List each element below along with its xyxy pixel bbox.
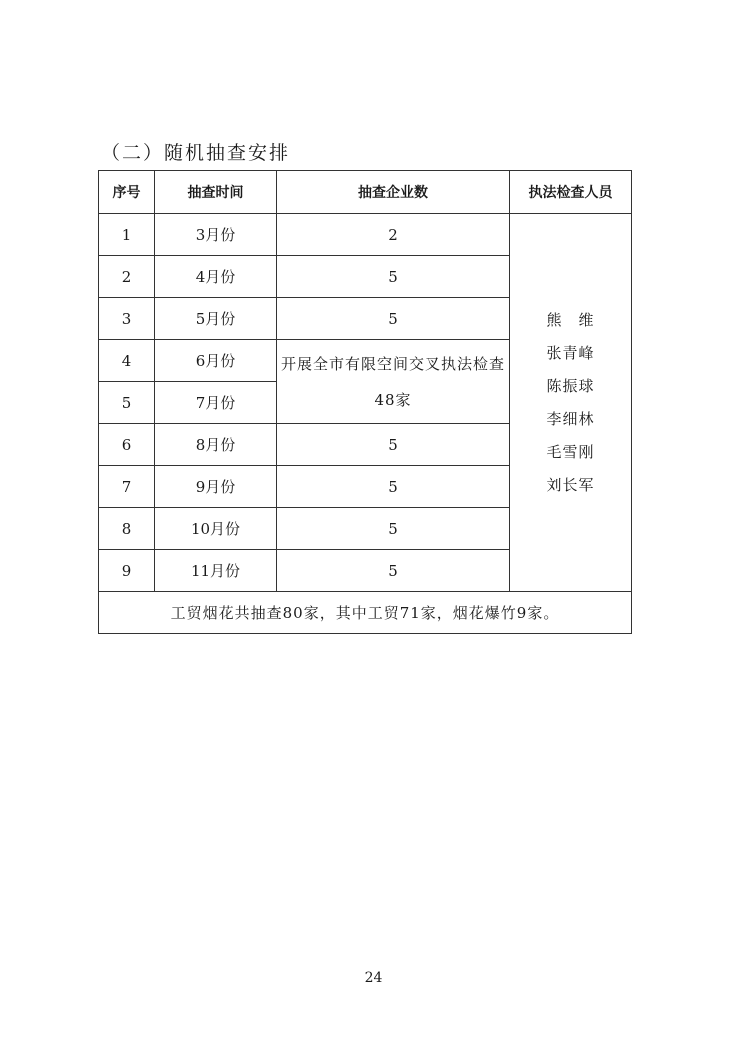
cell-count: 5 xyxy=(277,550,510,592)
cell-time: 10月份 xyxy=(155,508,277,550)
cell-count: 2 xyxy=(277,214,510,256)
cell-count: 5 xyxy=(277,508,510,550)
cell-time: 4月份 xyxy=(155,256,277,298)
cell-merged-task: 开展全市有限空间交叉执法检查48家 xyxy=(277,340,510,424)
cell-summary: 工贸烟花共抽查80家，其中工贸71家，烟花爆竹9家。 xyxy=(99,592,632,634)
cell-count: 5 xyxy=(277,256,510,298)
cell-seq: 7 xyxy=(99,466,155,508)
cell-seq: 3 xyxy=(99,298,155,340)
cell-staff-list xyxy=(510,214,632,592)
cell-seq: 2 xyxy=(99,256,155,298)
staff-name: 李细林 xyxy=(546,409,595,428)
header-count: 抽查企业数 xyxy=(277,171,510,214)
cell-time: 5月份 xyxy=(155,298,277,340)
section-title: （二）随机抽查安排 xyxy=(101,142,291,164)
cell-time: 3月份 xyxy=(155,214,277,256)
cell-time: 11月份 xyxy=(155,550,277,592)
cell-seq: 9 xyxy=(99,550,155,592)
table-row xyxy=(99,214,632,256)
cell-seq: 5 xyxy=(99,382,155,424)
cell-seq: 1 xyxy=(99,214,155,256)
header-staff: 执法检查人员 xyxy=(510,171,632,214)
cell-count: 5 xyxy=(277,424,510,466)
cell-seq: 4 xyxy=(99,340,155,382)
staff-name: 熊 维 xyxy=(546,310,595,329)
table-header-row xyxy=(99,171,632,214)
header-seq: 序号 xyxy=(99,171,155,214)
cell-seq: 8 xyxy=(99,508,155,550)
cell-count: 5 xyxy=(277,466,510,508)
cell-time: 6月份 xyxy=(155,340,277,382)
table-summary-row xyxy=(99,592,632,634)
cell-time: 9月份 xyxy=(155,466,277,508)
cell-seq: 6 xyxy=(99,424,155,466)
staff-name: 陈振球 xyxy=(546,376,595,395)
staff-name: 张青峰 xyxy=(546,343,595,362)
inspection-schedule-table xyxy=(98,170,632,634)
cell-count: 5 xyxy=(277,298,510,340)
cell-time: 7月份 xyxy=(155,382,277,424)
staff-name: 刘长军 xyxy=(546,475,595,494)
page-number: 24 xyxy=(364,970,383,986)
staff-name: 毛雪刚 xyxy=(546,442,595,461)
header-time: 抽查时间 xyxy=(155,171,277,214)
cell-time: 8月份 xyxy=(155,424,277,466)
